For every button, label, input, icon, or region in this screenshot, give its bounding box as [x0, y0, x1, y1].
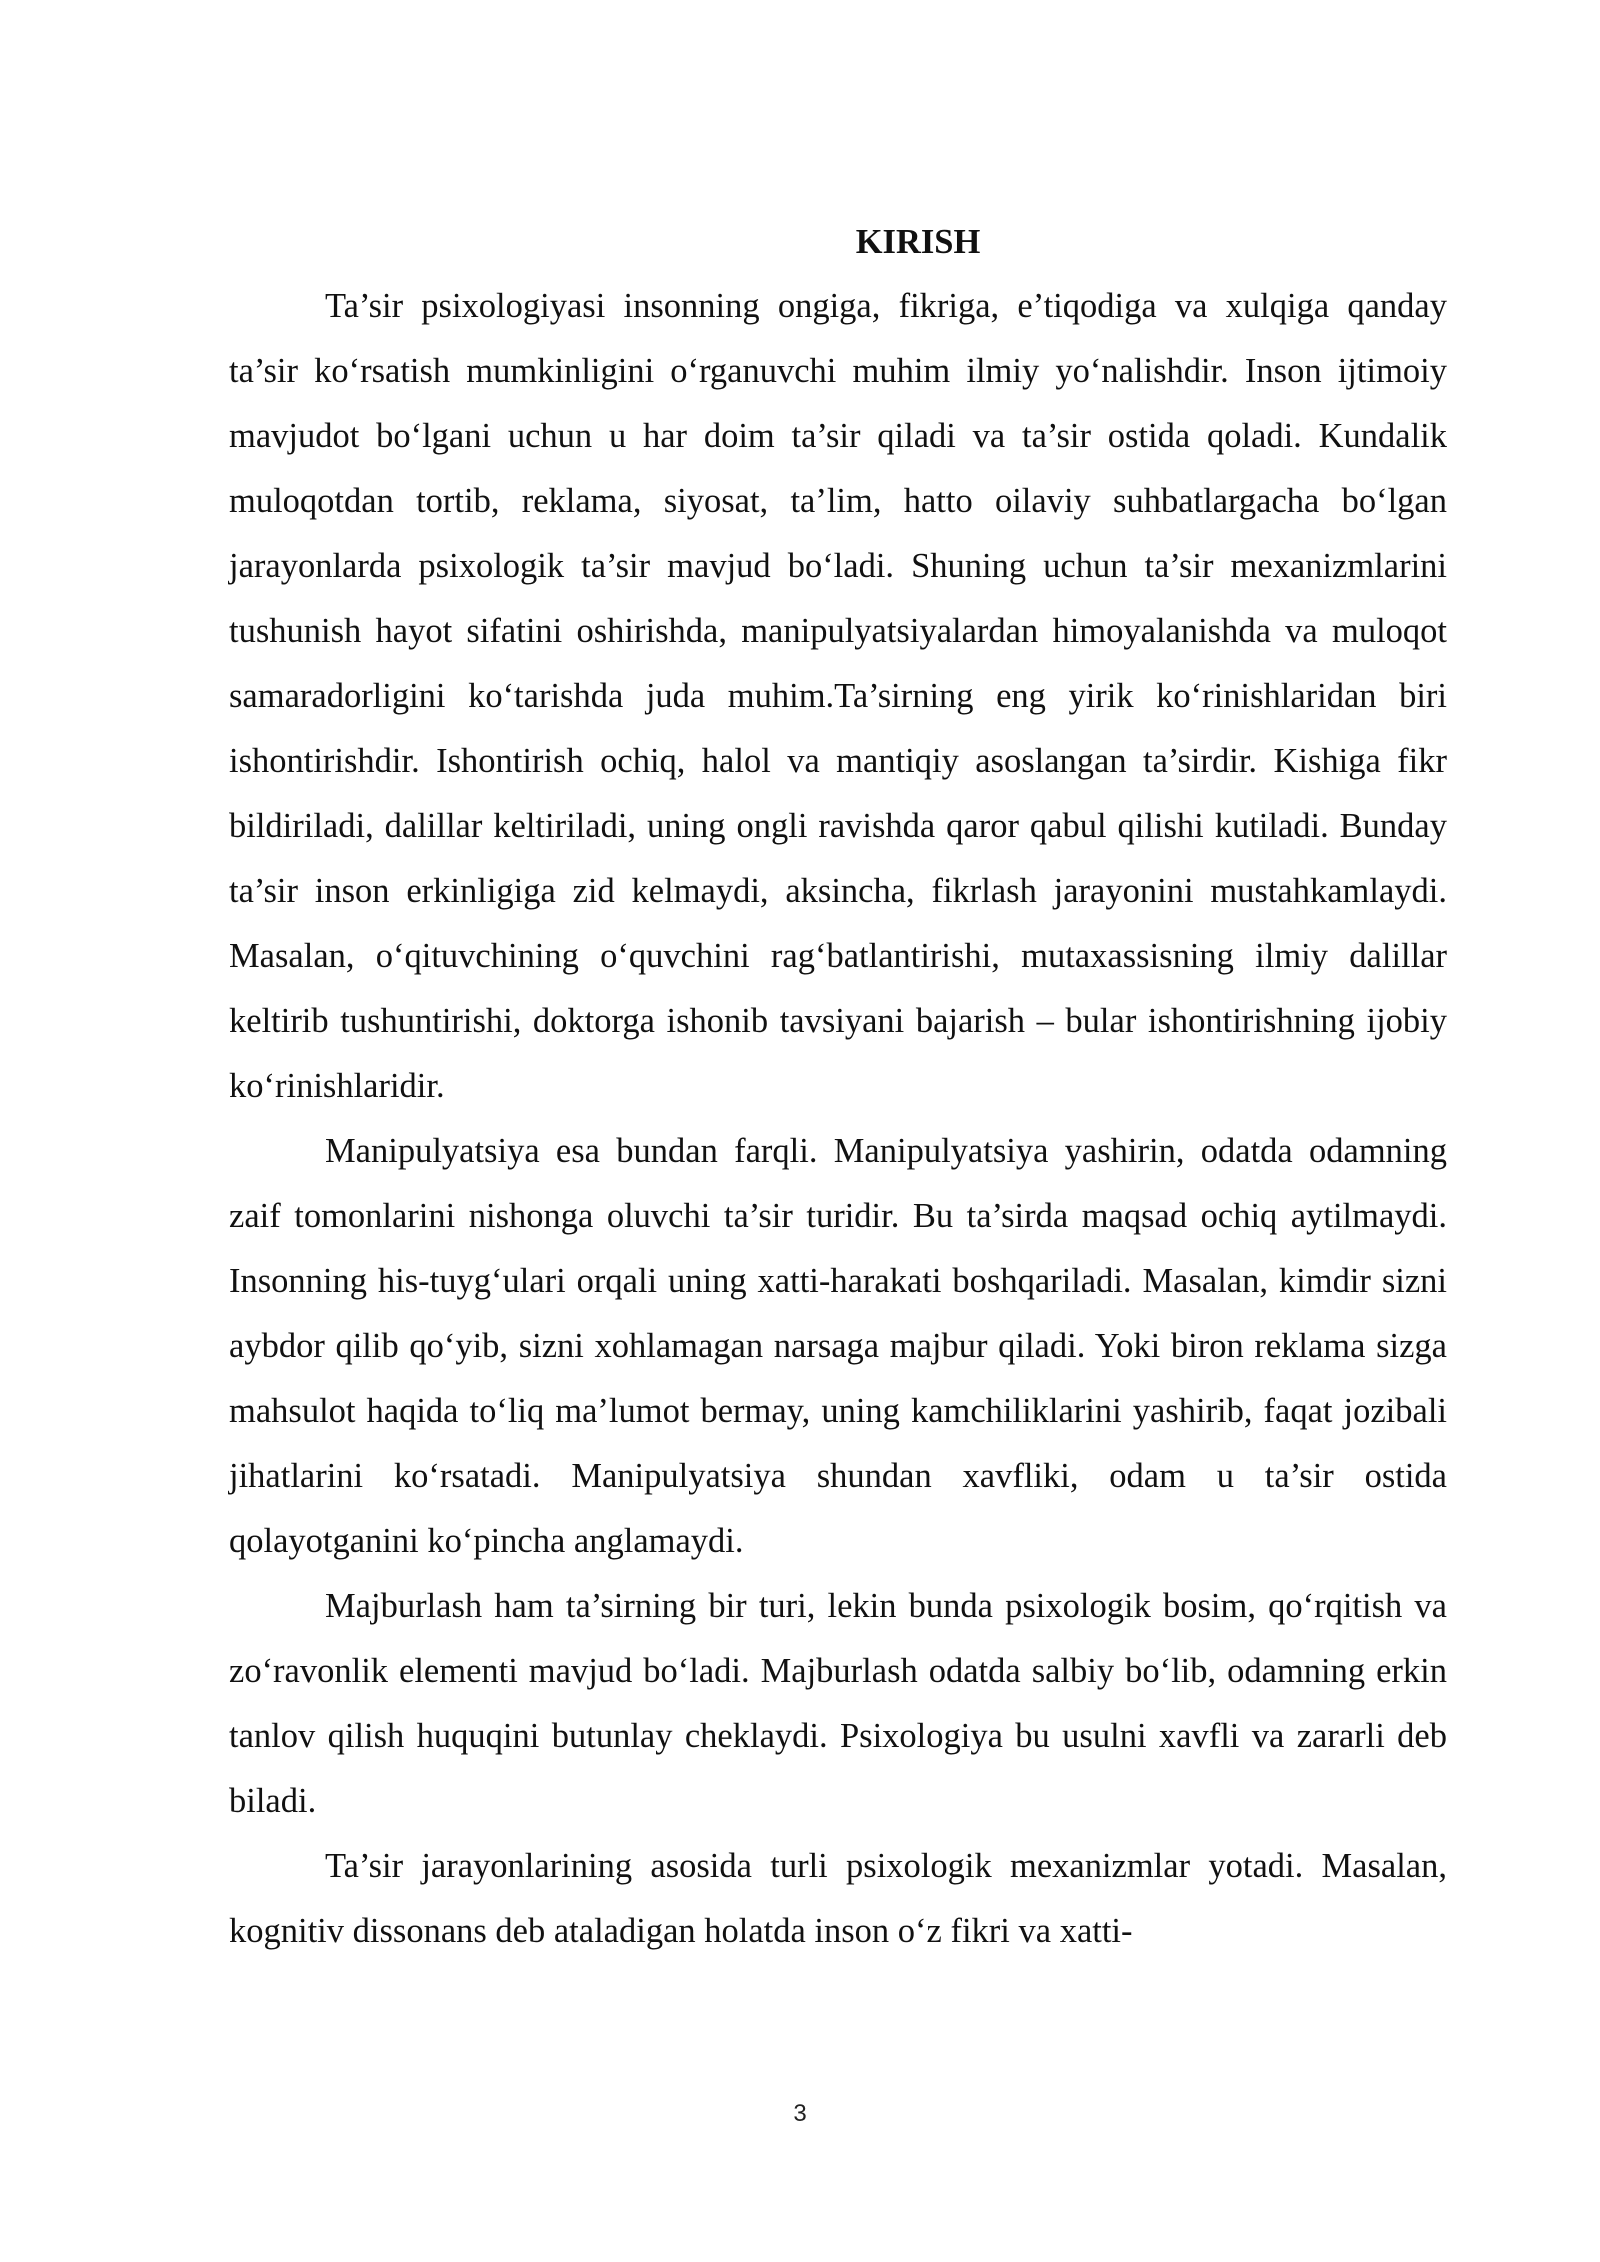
- paragraph-2: Manipulyatsiya esa bundan farqli. Manipulyatsiya yashirin, odatda odamning zaif tomonlarini nishonga oluvchi ta’sir turidir. Bu ta’sirda maqsad ochiq aytilmaydi. Insonning his-tuyg‘ulari orqali uning xatti-harakati boshqariladi. Masalan, kimdir sizni aybdor qilib qo‘yib, sizni xohlamagan narsaga majbur qiladi. Yoki biron reklama sizga mahsulot haqida to‘liq ma’lumot bermay, uning kamchiliklarini yashirib, faqat jozibali jihatlarini ko‘rsatadi. Manipulyatsiya shundan xavfliki, odam u ta’sir ostida qolayotganini ko‘pincha anglamaydi.: [229, 1132, 1447, 1560]
- page-number: 3: [793, 2100, 807, 2127]
- paragraph-3: Majburlash ham ta’sirning bir turi, lekin bunda psixologik bosim, qo‘rqitish va zo‘ravonlik elementi mavjud bo‘ladi. Majburlash odatda salbiy bo‘lib, odamning erkin tanlov qilish huquqini butunlay cheklaydi. Psixologiya bu usulni xavfli va zararli deb biladi.: [229, 1587, 1447, 1820]
- paragraph-1: Ta’sir psixologiyasi insonning ongiga, fikriga, e’tiqodiga va xulqiga qanday ta’sir ko‘rsatish mumkinligini o‘rganuvchi muhim ilmiy yo‘nalishdir. Inson ijtimoiy mavjudot bo‘lgani uchun u har doim ta’sir qiladi va ta’sir ostida qoladi. Kundalik muloqotdan tortib, reklama, siyosat, ta’lim, hatto oilaviy suhbatlargacha bo‘lgan jarayonlarda psixologik ta’sir mavjud bo‘ladi. Shuning uchun ta’sir mexanizmlarini tushunish hayot sifatini oshirishda, manipulyatsiyalardan himoyalanishda va muloqot samaradorligini ko‘tarishda juda muhim.Ta’sirning eng yirik ko‘rinishlaridan biri ishontirishdir. Ishontirish ochiq, halol va mantiqiy asoslangan ta’sirdir. Kishiga fikr bildiriladi, dalillar keltiriladi, uning ongli ravishda qaror qabul qilishi kutiladi. Bunday ta’sir inson erkinligiga zid kelmaydi, aksincha, fikrlash jarayonini mustahkamlaydi. Masalan, o‘qituvchining o‘quvchini rag‘batlantirishi, mutaxassisning ilmiy dalillar keltirib tushuntirishi, doktorga ishonib tavsiyani bajarish – bular ishontirishning ijobiy ko‘rinishlaridir.: [229, 287, 1447, 1105]
- paragraph-4: Ta’sir jarayonlarining asosida turli psixologik mexanizmlar yotadi. Masalan, kognitiv dissonans deb ataladigan holatda inson o‘z fikri va xatti-: [229, 1847, 1447, 1950]
- page-content: [229, 210, 1447, 1964]
- page-title: KIRISH: [855, 223, 981, 261]
